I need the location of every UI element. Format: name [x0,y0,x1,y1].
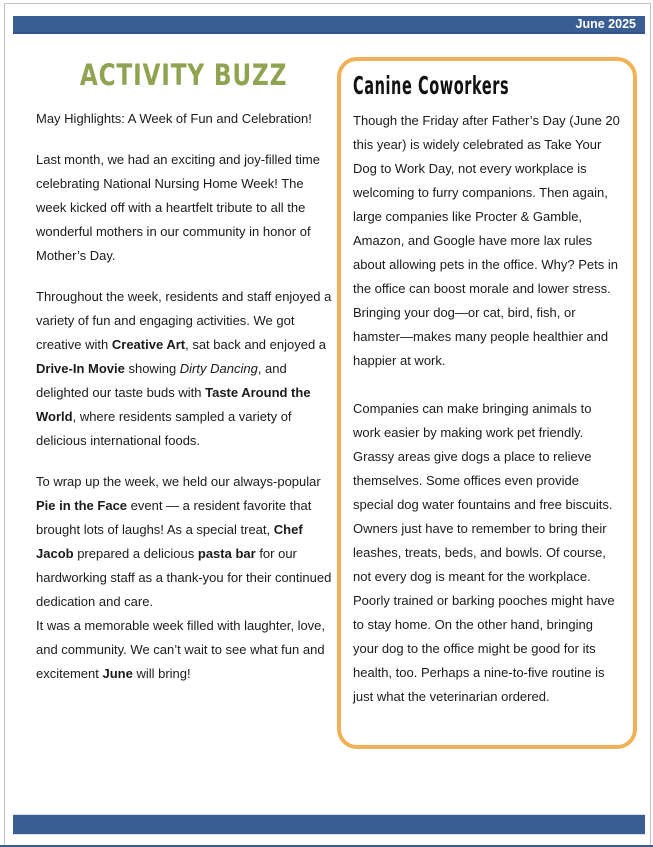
paragraph: Throughout the week, residents and staff enjoyed a variety of fun and engaging activities. We got creative with Creative Art, sat back and enjoyed a Drive-In Movie showing Dirty Dancing, and delighted our taste buds with Taste Around the World, where residents sampled a variety of delicious international foods. [36,289,332,448]
issue-date: June 2025 [575,17,636,31]
paragraph: To wrap up the week, we held our always-popular Pie in the Face event — a resident favorite that brought lots of laughs! As a special treat, Chef Jacob prepared a delicious pasta bar for our hardworking staff as a thank-you for their continued dedication and care. It was a memorable week filled with laughter, love, and community. We can’t wait to see what fun and excitement June will bring! [36,474,332,681]
sidebar-box-title: Canine Coworkers [353,71,510,100]
sidebar-box [337,57,637,749]
paragraph: Companies can make bringing animals to work easier by making work pet friendly. Grassy areas give dogs a place to relieve themselves. Some offices even provide special dog water fountains and free biscuits. Owners just have to remember to bring their leashes, treats, beds, and bowls. Of course, not every dog is meant for the workplace. Poorly trained or barking pooches might have to stay home. On the other hand, bringing your dog to the office might be good for its health, too. Perhaps a nine-to-five routine is just what the veterinarian ordered. [353,401,615,704]
newsletter-title-wrap [36,58,332,92]
footer-bar [13,814,645,835]
paragraph: Though the Friday after Father’s Day (June 20 this year) is widely celebrated as Take Your Dog to Work Day, not every workplace is welcoming to furry companions. Then again, large companies like Procter & Gamble, Amazon, and Google have more lax rules about allowing pets in the office. Why? Pets in the office can boost morale and lower stress. Bringing your dog—or cat, bird, fish, or hamster—makes many people healthier and happier at work. [353,113,620,368]
article-intro-line: May Highlights: A Week of Fun and Celebration! [36,111,312,126]
paragraph: Last month, we had an exciting and joy-filled time celebrating National Nursing Home Week! The week kicked off with a heartfelt tribute to all the wonderful mothers in our community in honor of Mother’s Day. [36,152,320,263]
header-bar [13,16,645,34]
main-article-column [36,58,332,686]
article-body [36,148,332,686]
newsletter-title: ACTIVITY BUZZ [80,58,288,92]
sidebar-box-body [353,109,621,709]
